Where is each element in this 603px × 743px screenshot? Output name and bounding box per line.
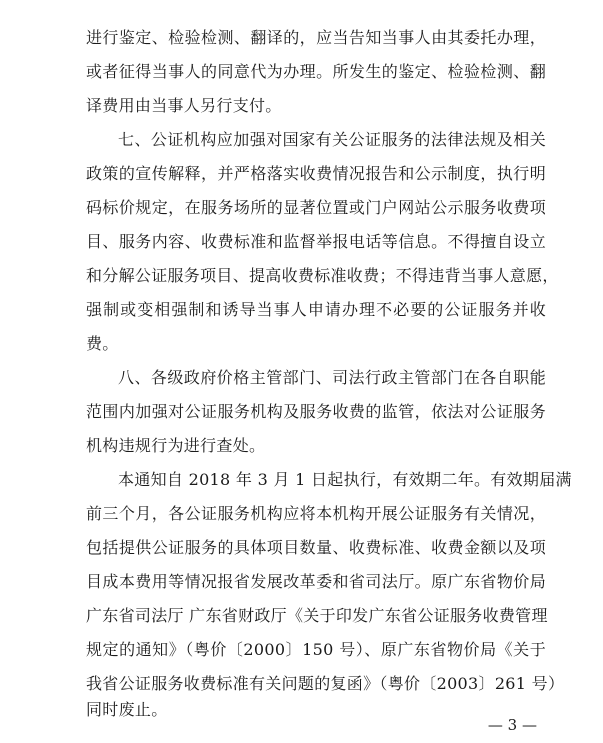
- paragraph-4-line-8: 同时废止。: [86, 700, 168, 719]
- paragraph-1-line-2: 或者征得当事人的同意代为办理。所发生的鉴定、检验检测、翻: [86, 62, 546, 81]
- paragraph-2-line-5: 和分解公证服务项目、提高收费标准收费；不得违背当事人意愿，: [86, 266, 559, 285]
- paragraph-4-line-6: 规定的通知》（粤价〔2000〕150 号）、原广东省物价局《关于: [86, 640, 546, 659]
- paragraph-2-line-4: 目、服务内容、收费标准和监督举报电话等信息。不得擅自设立: [86, 232, 546, 251]
- paragraph-4-line-1: 本通知自 2018 年 3 月 1 日起执行，有效期二年。有效期届满: [118, 470, 572, 489]
- paragraph-2-line-3: 码标价规定，在服务场所的显著位置或门户网站公示服务收费项: [86, 198, 546, 217]
- paragraph-1-line-3: 译费用由当事人另行支付。: [86, 96, 282, 115]
- paragraph-1-line-1: 进行鉴定、检验检测、翻译的，应当告知当事人由其委托办理，: [86, 28, 546, 47]
- paragraph-3-line-3: 机构违规行为进行查处。: [86, 436, 266, 455]
- page-number: — 3 —: [487, 716, 537, 734]
- paragraph-2-line-7: 费。: [86, 334, 119, 353]
- paragraph-4-line-2: 前三个月，各公证服务机构应将本机构开展公证服务有关情况，: [86, 504, 546, 523]
- paragraph-3-line-2: 范围内加强对公证服务机构及服务收费的监管，依法对公证服务: [86, 402, 546, 421]
- paragraph-2-line-2: 政策的宣传解释，并严格落实收费情况报告和公示制度，执行明: [86, 164, 546, 183]
- paragraph-4-line-5: 广东省司法厅 广东省财政厅《关于印发广东省公证服务收费管理: [86, 606, 548, 625]
- paragraph-3-line-1: 八、各级政府价格主管部门、司法行政主管部门在各自职能: [118, 368, 546, 387]
- paragraph-2-line-6: 强制或变相强制和诱导当事人申请办理不必要的公证服务并收: [86, 300, 546, 319]
- paragraph-4-line-3: 包括提供公证服务的具体项目数量、收费标准、收费金额以及项: [86, 538, 546, 557]
- paragraph-4-line-7: 我省公证服务收费标准有关问题的复函》（粤价〔2003〕261 号）: [86, 674, 565, 693]
- paragraph-2-line-1: 七、公证机构应加强对国家有关公证服务的法律法规及相关: [118, 130, 546, 149]
- paragraph-4-line-4: 目成本费用等情况报省发展改革委和省司法厅。原广东省物价局: [86, 572, 546, 591]
